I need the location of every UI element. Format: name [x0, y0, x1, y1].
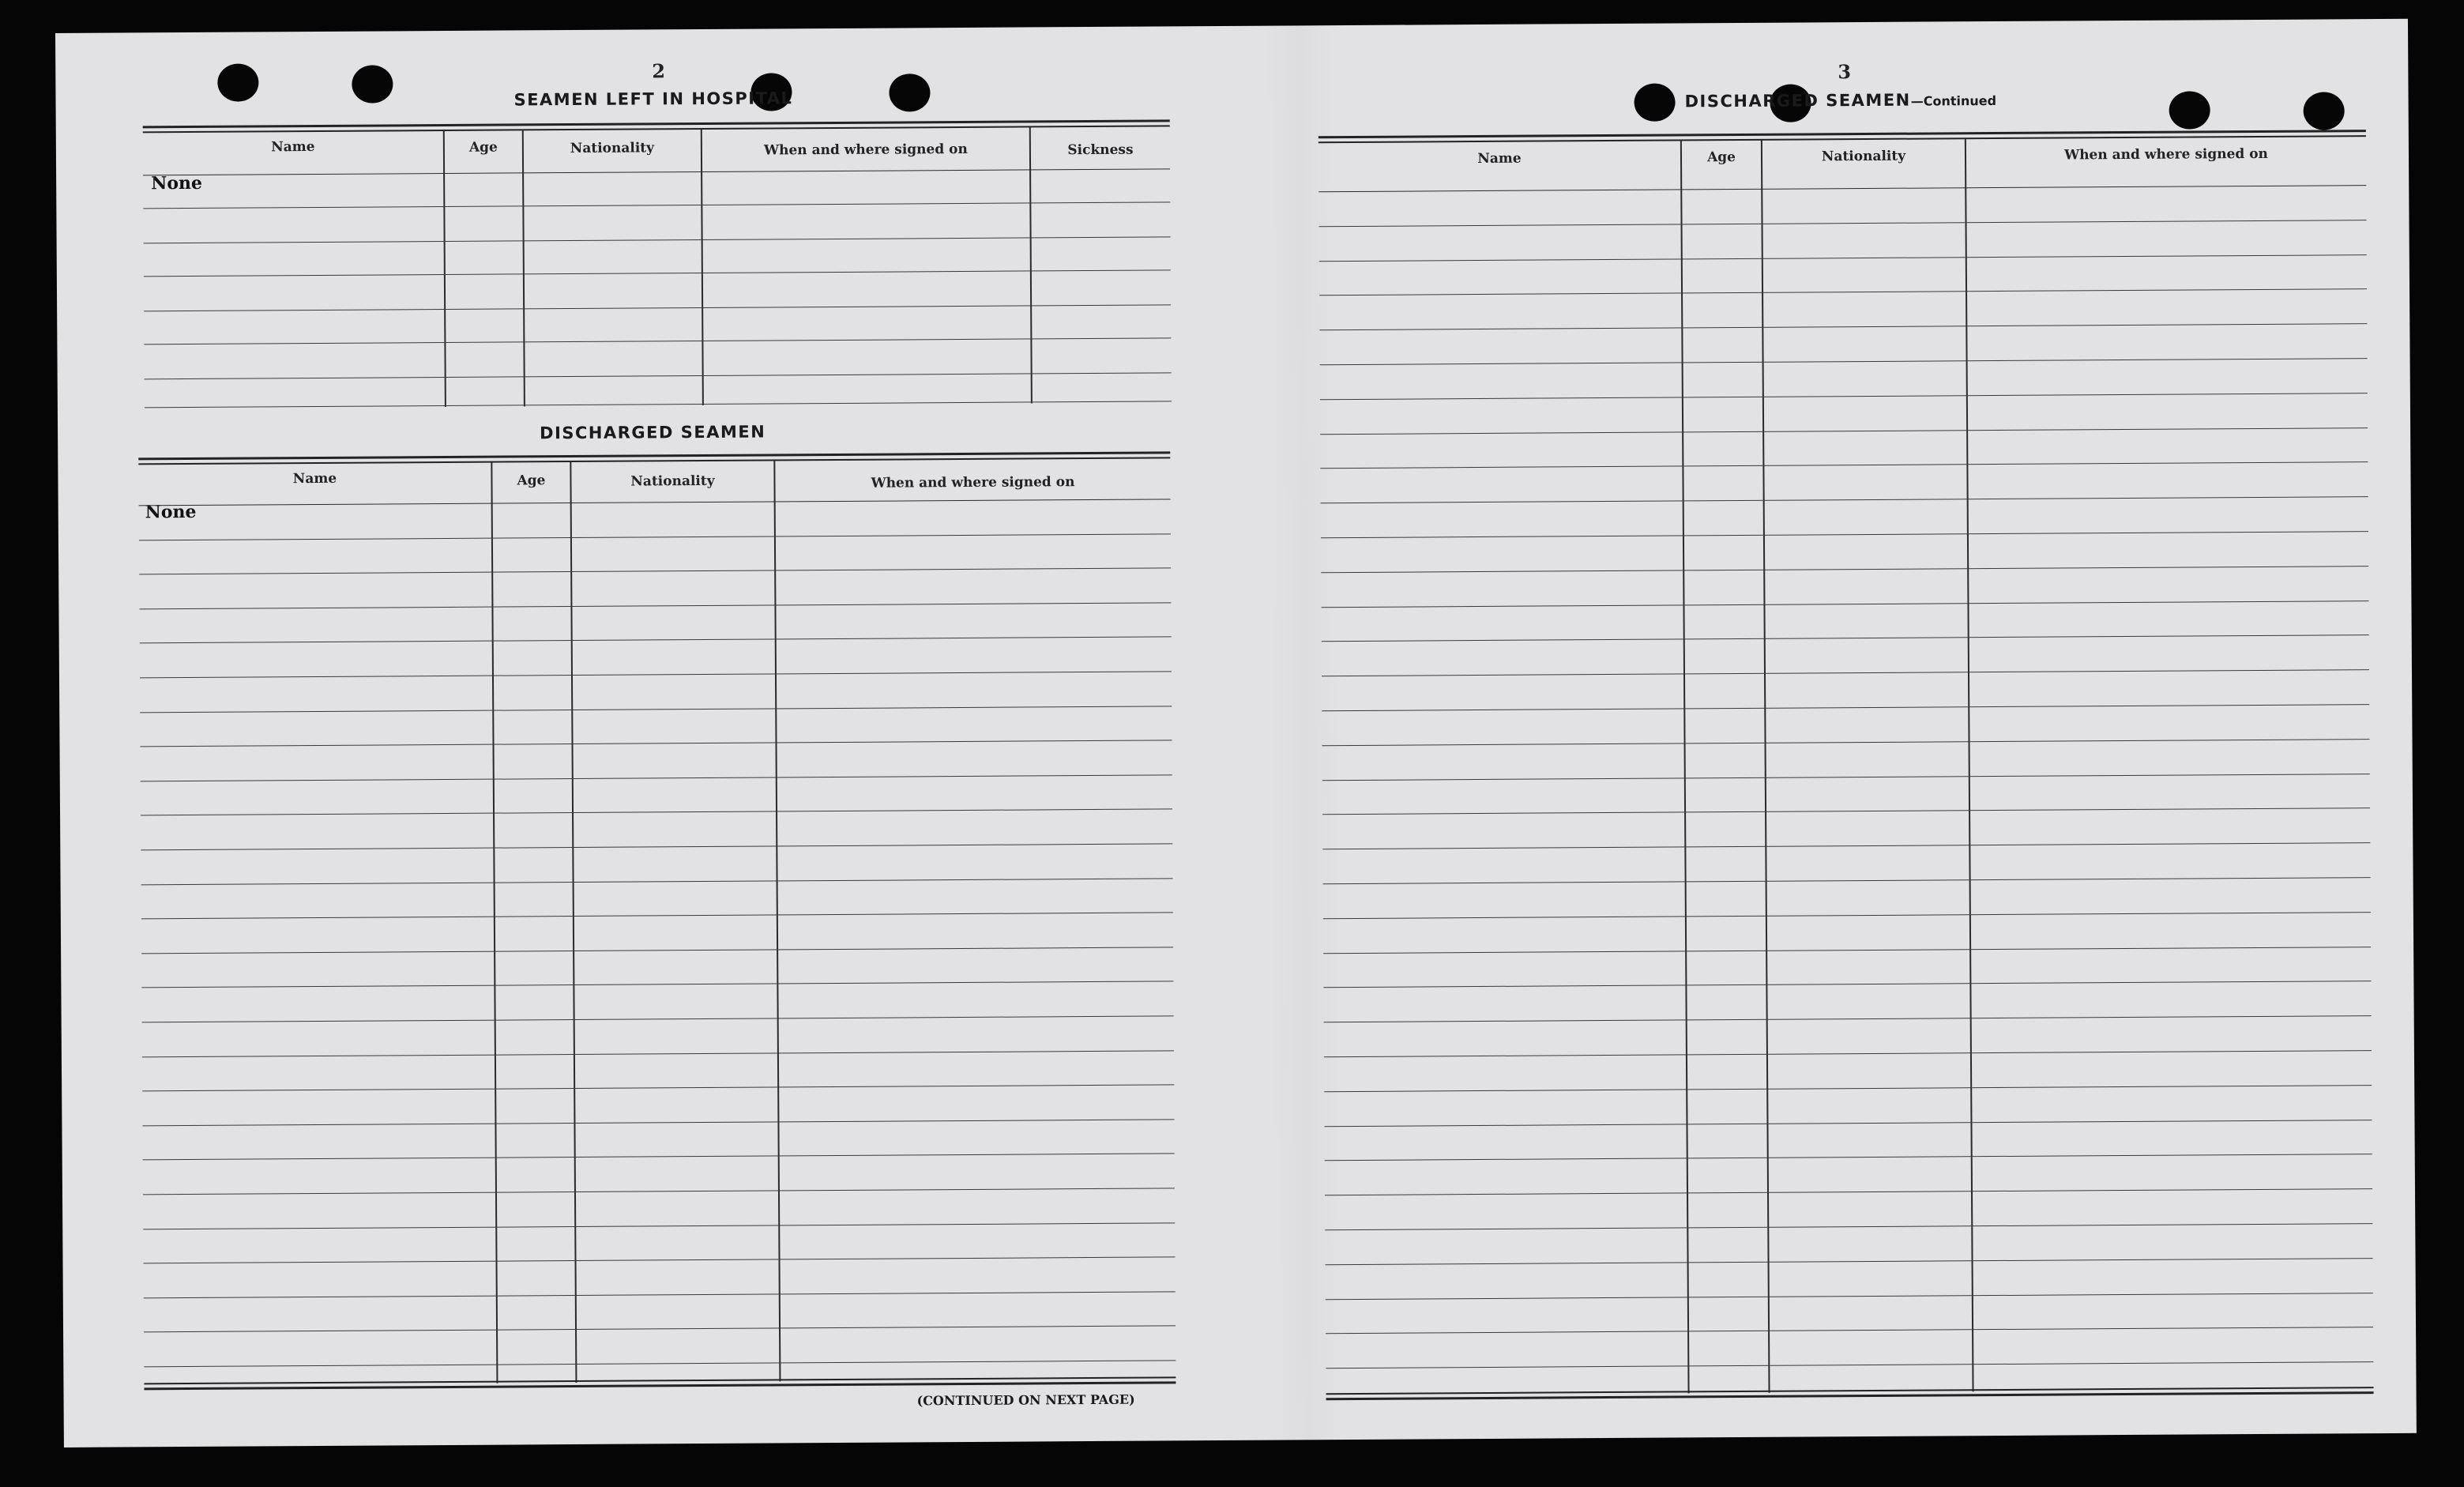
row-rule: [1322, 842, 2370, 849]
right-section-title-suffix: —Continued: [1910, 92, 1997, 109]
row-rule: [1324, 1085, 2372, 1092]
row-rule: [141, 913, 1173, 920]
row-rule: [1322, 704, 2369, 711]
row-rule: [142, 1119, 1174, 1126]
row-rule: [145, 401, 1172, 408]
table-top-rule: [1319, 130, 2366, 143]
row-rule: [1325, 1223, 2372, 1230]
row-rule: [141, 878, 1173, 885]
row-rule: [1326, 1327, 2373, 1334]
row-rule: [144, 1257, 1176, 1264]
column-divider: [1029, 126, 1033, 403]
row-rule: [1322, 669, 2369, 676]
row-rule: [140, 637, 1172, 644]
row-rule: [144, 236, 1171, 243]
column-divider: [522, 130, 525, 406]
row-rule: [142, 1015, 1174, 1022]
col-header-nationality: Nationality: [630, 472, 715, 490]
row-rule: [1324, 1015, 2372, 1022]
row-rule: [140, 671, 1172, 678]
row-rule: [1323, 981, 2371, 988]
right-section-title-text: DISCHARGED SEAMEN: [1684, 90, 1911, 111]
column-divider: [773, 460, 781, 1381]
right-section-title: [1684, 90, 1996, 111]
header-rule: [139, 499, 1171, 506]
page-number-left: 2: [652, 59, 666, 83]
col-header-signed-on: When and where signed on: [763, 141, 968, 159]
row-rule: [141, 981, 1173, 988]
row-rule: [1321, 496, 2368, 503]
discharged-entry-none: None: [145, 501, 197, 523]
row-rule: [139, 568, 1171, 575]
row-rule: [144, 1291, 1176, 1298]
row-rule: [145, 372, 1172, 379]
row-rule: [144, 1326, 1176, 1333]
hospital-entry-none: None: [151, 172, 203, 194]
page-number-right: 3: [1838, 60, 1852, 84]
row-rule: [140, 706, 1172, 713]
row-rule: [1323, 912, 2371, 919]
row-rule: [1319, 220, 2367, 227]
col-header-name: Name: [292, 470, 337, 488]
col-header-signed-on: When and where signed on: [871, 474, 1075, 491]
row-rule: [141, 843, 1172, 850]
row-rule: [1324, 1050, 2372, 1057]
row-rule: [1322, 808, 2370, 815]
row-rule: [1325, 1154, 2372, 1161]
row-rule: [1325, 1188, 2372, 1195]
row-rule: [139, 602, 1171, 609]
row-rule: [1322, 774, 2370, 781]
hospital-table: [143, 119, 1172, 413]
row-rule: [141, 809, 1172, 816]
row-rule: [141, 774, 1172, 781]
continued-note: (CONTINUED ON NEXT PAGE): [916, 1391, 1135, 1409]
row-rule: [143, 1154, 1175, 1161]
row-rule: [144, 1360, 1176, 1367]
row-rule: [1321, 600, 2368, 608]
punch-hole-icon: [889, 73, 930, 111]
column-divider: [491, 462, 498, 1383]
col-header-age: Age: [517, 472, 546, 489]
row-rule: [1323, 947, 2371, 954]
row-rule: [1322, 635, 2369, 642]
table-top-rule: [138, 451, 1170, 465]
document-sheet: [55, 19, 2417, 1447]
row-rule: [144, 337, 1171, 344]
row-rule: [1322, 739, 2370, 746]
punch-hole-icon: [217, 63, 258, 101]
discharged-section-title: DISCHARGED SEAMEN: [540, 422, 766, 443]
row-rule: [1320, 393, 2368, 400]
row-rule: [1320, 427, 2368, 435]
row-rule: [1319, 289, 2367, 296]
row-rule: [142, 1050, 1174, 1057]
col-header-nationality: Nationality: [1821, 148, 1906, 165]
row-rule: [1320, 358, 2368, 365]
row-rule: [1326, 1258, 2373, 1265]
col-header-name: Name: [271, 138, 315, 156]
table-top-rule: [143, 119, 1170, 133]
row-rule: [1321, 531, 2368, 538]
header-rule: [1319, 185, 2366, 192]
row-rule: [139, 533, 1171, 540]
col-header-age: Age: [468, 139, 498, 156]
column-divider: [443, 130, 446, 407]
col-header-name: Name: [1477, 150, 1522, 168]
row-rule: [1324, 1120, 2372, 1127]
row-rule: [144, 269, 1171, 277]
row-rule: [143, 1222, 1175, 1229]
col-header-sickness: Sickness: [1067, 141, 1134, 159]
row-rule: [1323, 877, 2371, 884]
table-bottom-rule: [1326, 1387, 2374, 1400]
discharged-continued-table: [1319, 130, 2374, 1400]
column-divider: [701, 129, 704, 405]
row-rule: [1326, 1361, 2373, 1368]
row-rule: [1326, 1293, 2373, 1300]
column-divider: [570, 461, 577, 1383]
row-rule: [1320, 462, 2368, 469]
row-rule: [142, 1085, 1174, 1092]
row-rule: [1319, 254, 2367, 262]
punch-hole-icon: [1634, 83, 1675, 121]
row-rule: [141, 947, 1173, 954]
row-rule: [143, 201, 1170, 209]
row-rule: [143, 1188, 1175, 1195]
punch-hole-icon: [2304, 92, 2345, 130]
table-bottom-rule: [144, 1376, 1176, 1390]
row-rule: [144, 304, 1171, 311]
discharged-table: [138, 451, 1176, 1390]
col-header-signed-on: When and where signed on: [2064, 145, 2268, 164]
col-header-age: Age: [1706, 149, 1736, 166]
punch-hole-icon: [2169, 91, 2210, 129]
row-rule: [1319, 323, 2367, 330]
row-rule: [141, 740, 1172, 747]
row-rule: [1321, 566, 2368, 573]
col-header-nationality: Nationality: [570, 140, 655, 157]
header-rule: [143, 168, 1170, 175]
hospital-section-title: SEAMEN LEFT IN HOSPITAL: [513, 88, 793, 110]
punch-hole-icon: [352, 65, 393, 103]
